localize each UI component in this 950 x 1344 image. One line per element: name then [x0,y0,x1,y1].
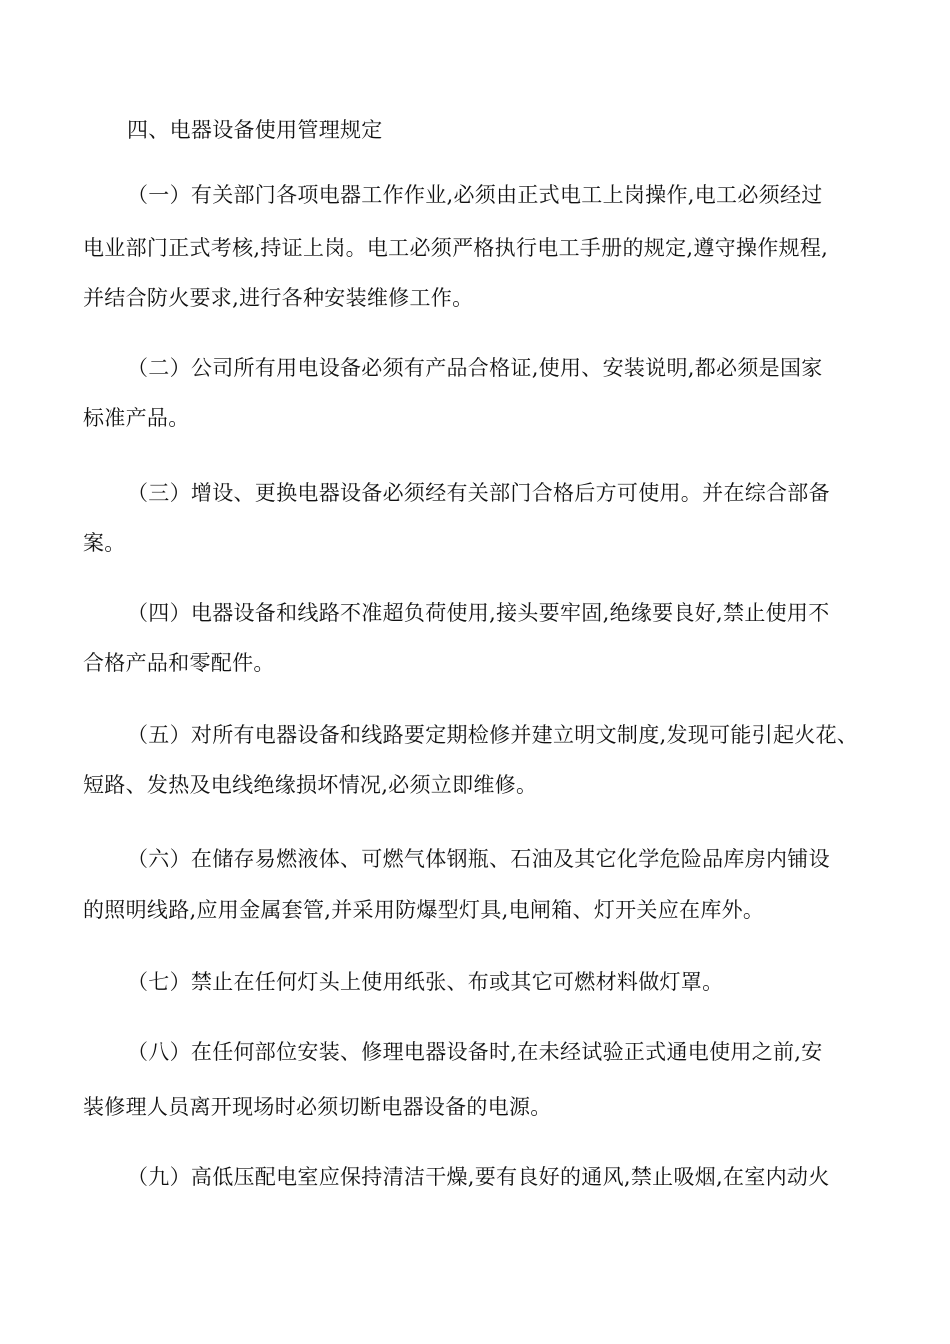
paragraph-line: 并结合防火要求,进行各种安装维修工作。 [83,286,474,310]
paragraph-line: 的照明线路,应用金属套管,并采用防爆型灯具,电闸箱、灯开关应在库外。 [83,898,765,922]
paragraph-line: （八）在任何部位安装、修理电器设备时,在未经试验正式通电使用之前,安 [127,1040,823,1064]
paragraph-line: 标准产品。 [83,406,190,430]
paragraph-line: （五）对所有电器设备和线路要定期检修并建立明文制度,发现可能引起火花、 [127,723,859,747]
paragraph-line: （九）高低压配电室应保持清洁干燥,要有良好的通风,禁止吸烟,在室内动火 [127,1165,830,1189]
paragraph-line: （二）公司所有用电设备必须有产品合格证,使用、安装说明,都必须是国家 [127,356,823,380]
paragraph-line: （六）在储存易燃液体、可燃气体钢瓶、石油及其它化学危险品库房内铺设 [127,847,830,871]
paragraph-line: （四）电器设备和线路不准超负荷使用,接头要牢固,绝缘要良好,禁止使用不 [127,601,830,625]
paragraph-line: 电业部门正式考核,持证上岗。电工必须严格执行电工手册的规定,遵守操作规程, [83,236,829,260]
paragraph-line: （一）有关部门各项电器工作作业,必须由正式电工上岗操作,电工必须经过 [127,183,823,207]
section-heading: 四、电器设备使用管理规定 [127,118,383,142]
paragraph-line: 合格产品和零配件。 [83,651,275,675]
paragraph-line: 装修理人员离开现场时必须切断电器设备的电源。 [83,1095,552,1119]
paragraph-line: （三）增设、更换电器设备必须经有关部门合格后方可使用。并在综合部备 [127,481,830,505]
paragraph-line: 短路、发热及电线绝缘损坏情况,必须立即维修。 [83,773,538,797]
paragraph-line: （七）禁止在任何灯头上使用纸张、布或其它可燃材料做灯罩。 [127,970,724,994]
paragraph-line: 案。 [83,531,126,555]
